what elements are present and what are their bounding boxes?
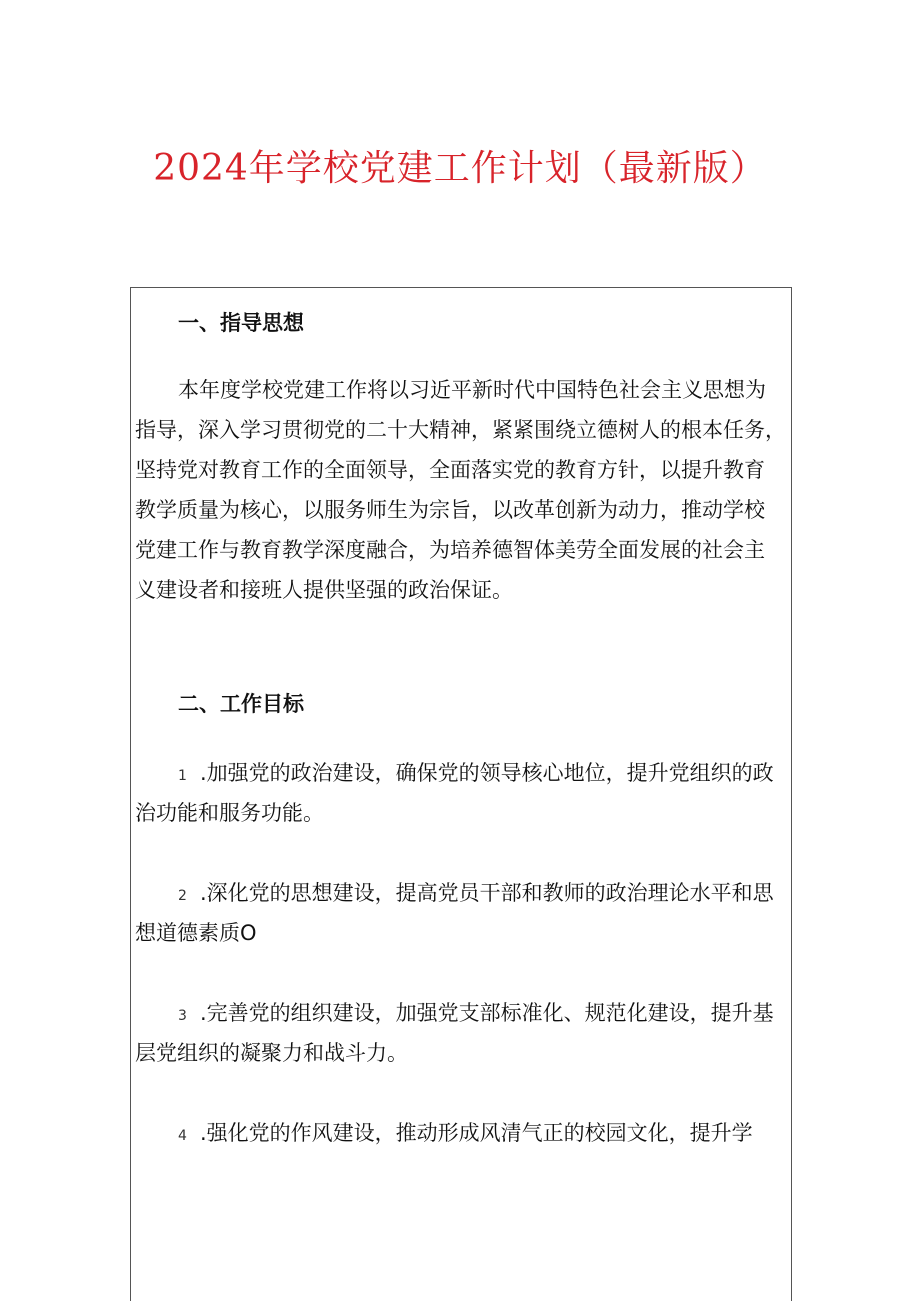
item-text: .完善党的组织建设，加强党支部标准化、规范化建设，提升基 (200, 1001, 774, 1025)
list-item-goal-1 (135, 753, 787, 833)
item-text: 治功能和服务功能。 (135, 801, 324, 825)
section-heading-work-goals: 二、工作目标 (178, 692, 304, 716)
paragraph-line: 指导，深入学习贯彻党的二十大精神，紧紧围绕立德树人的根本任务， (135, 418, 786, 442)
list-item-goal-2 (135, 873, 787, 953)
item-number: 4 (178, 1128, 187, 1144)
list-item-goal-3 (135, 993, 787, 1073)
list-item-goal-4 (135, 1113, 787, 1153)
item-text: 层党组织的凝聚力和战斗力。 (135, 1041, 408, 1065)
item-text: .加强党的政治建设，确保党的领导核心地位，提升党组织的政 (200, 761, 774, 785)
item-number: 3 (178, 1008, 187, 1024)
item-number: 2 (178, 888, 187, 904)
paragraph-line: 党建工作与教育教学深度融合，为培养德智体美劳全面发展的社会主 (135, 538, 765, 562)
item-text: .强化党的作风建设，推动形成风清气正的校园文化，提升学 (200, 1121, 753, 1145)
item-number: 1 (178, 768, 187, 784)
paragraph-line: 坚持党对教育工作的全面领导，全面落实党的教育方针，以提升教育 (135, 458, 765, 482)
item-text: .深化党的思想建设，提高党员干部和教师的政治理论水平和思 (200, 881, 774, 905)
paragraph-line: 教学质量为核心，以服务师生为宗旨，以改革创新为动力，推动学校 (135, 498, 765, 522)
item-text: 想道德素质O (135, 921, 257, 945)
paragraph-guiding-ideology (135, 370, 787, 610)
paragraph-line: 本年度学校党建工作将以习近平新时代中国特色社会主义思想为 (178, 378, 766, 402)
document-title: 2024年学校党建工作计划（最新版） (153, 148, 767, 189)
section-heading-guiding-ideology: 一、指导思想 (178, 311, 304, 335)
paragraph-line: 义建设者和接班人提供坚强的政治保证。 (135, 578, 513, 602)
